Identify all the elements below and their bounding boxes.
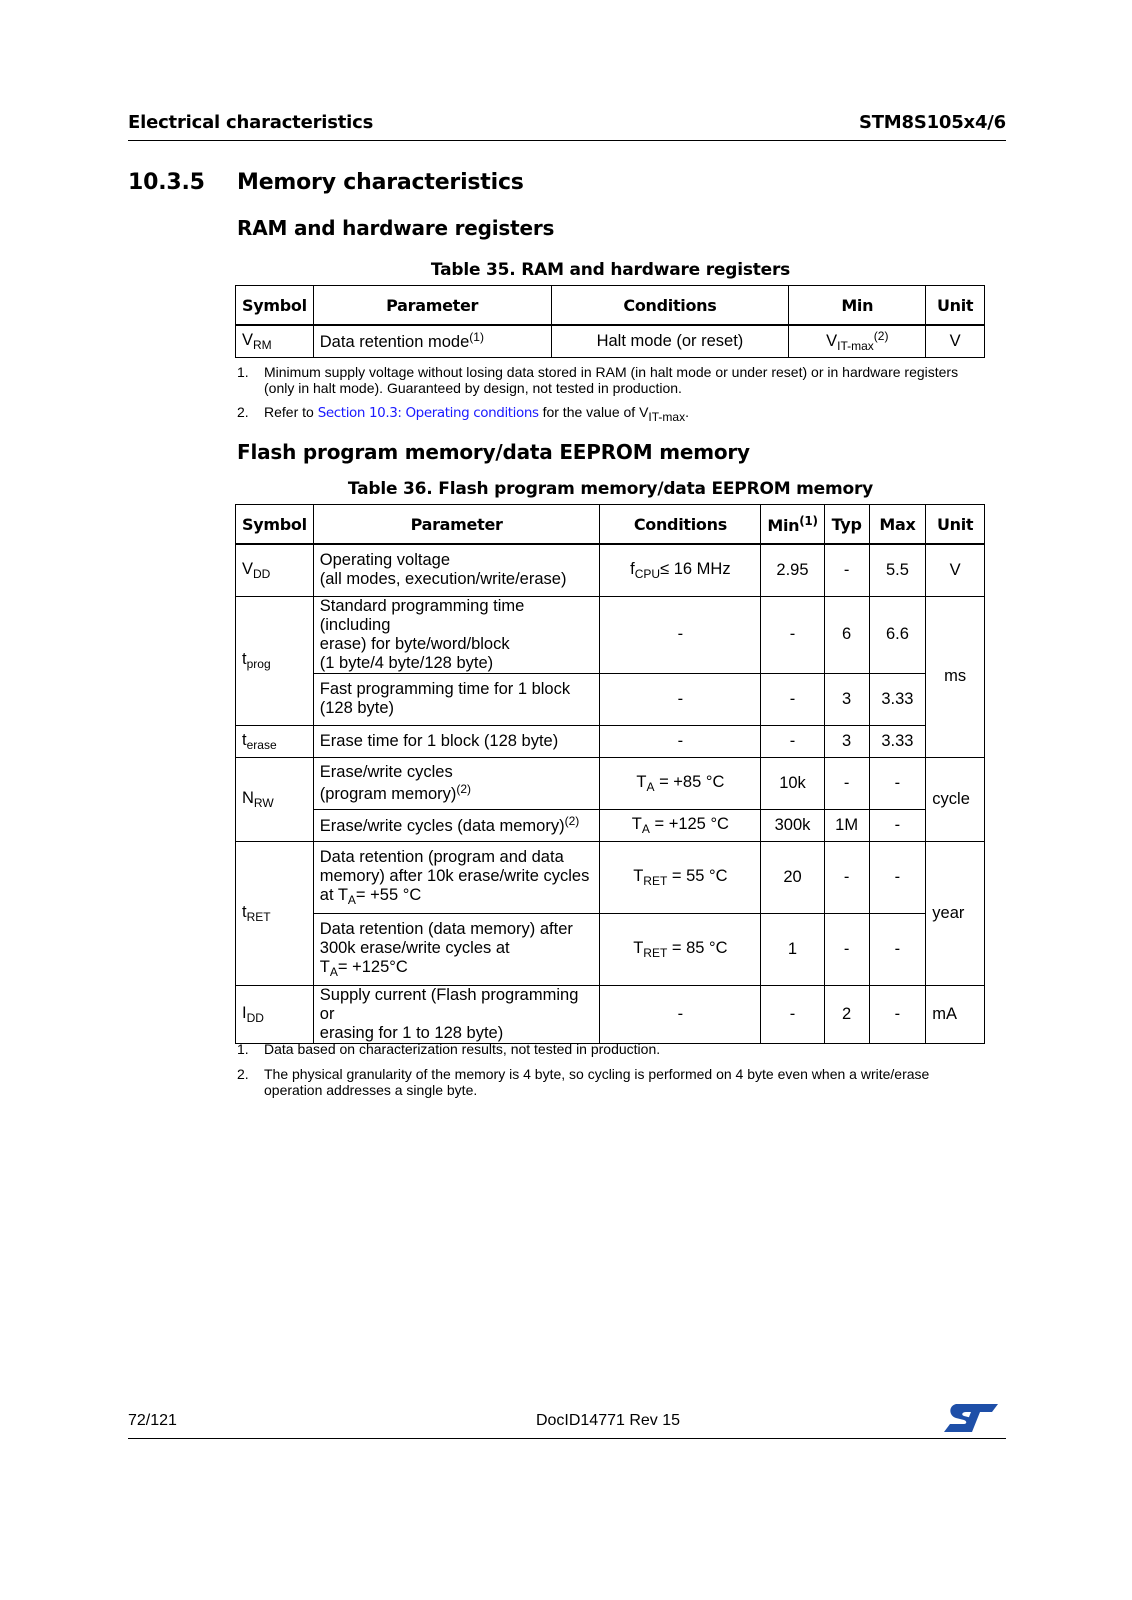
min-cell: 300k [761, 809, 824, 841]
min-cell: - [761, 596, 824, 673]
document-id: DocID14771 Rev 15 [535, 1412, 681, 1429]
unit-cell: mA [926, 985, 985, 1043]
conditions-cell: $T_A = +85$ °C [600, 757, 761, 809]
parameter-cell: Data retention (data memory) after 300k erase/write cycles at $T_A= +125^\circ C$ [313, 913, 600, 985]
symbol-cell: $t_{prog}$ [236, 596, 314, 725]
min-cell: - [761, 725, 824, 757]
table-row [236, 596, 985, 673]
symbol-cell: $V_{DD}$ [236, 544, 314, 596]
min-cell: 10k [761, 757, 824, 809]
parameter-cell: Supply current (Flash programming or erasing for 1 to 128 byte) [313, 985, 600, 1043]
table-header-row [236, 505, 985, 545]
col-unit: Unit [926, 505, 985, 545]
col-parameter: Parameter [313, 286, 551, 326]
symbol-cell: $t_{RET}$ [236, 841, 314, 985]
parameter-cell: Data retention mode$^{(1)}$ [313, 325, 551, 357]
max-cell: 3.33 [869, 725, 926, 757]
conditions-cell: - [600, 985, 761, 1043]
parameter-cell: Erase/write cycles (data memory)$^{(2)}$ [313, 809, 600, 841]
table-35-caption: Table 35. RAM and hardware registers [430, 260, 791, 280]
parameter-cell: Standard programming time (including erase) for byte/word/block (1 byte/4 byte/128 byte) [313, 596, 600, 673]
max-cell: - [869, 757, 926, 809]
symbol-cell: $N_{RW}$ [236, 757, 314, 841]
conditions-cell: $T_A = +125$ °C [600, 809, 761, 841]
min-cell: $V_{IT-max}^{(2)}$ [789, 325, 926, 357]
min-cell: 2.95 [761, 544, 824, 596]
symbol-cell: $I_{DD}$ [236, 985, 314, 1043]
typ-cell: 1M [824, 809, 869, 841]
max-cell: 5.5 [869, 544, 926, 596]
unit-cell: year [926, 841, 985, 985]
section-number: 10.3.5 [128, 170, 205, 195]
max-cell: 3.33 [869, 673, 926, 725]
table-row [236, 325, 985, 357]
min-cell: 1 [761, 913, 824, 985]
conditions-cell: $T_{RET} = 55$ °C [600, 841, 761, 913]
typ-cell: 6 [824, 596, 869, 673]
col-symbol: Symbol [236, 505, 314, 545]
table-header-row [236, 286, 985, 326]
section-title: Memory characteristics [237, 170, 524, 195]
ram-heading: RAM and hardware registers [237, 216, 555, 240]
typ-cell: 2 [824, 985, 869, 1043]
max-cell: - [869, 809, 926, 841]
unit-cell: V [926, 544, 985, 596]
col-max: Max [869, 505, 926, 545]
header-section-title: Electrical characteristics [128, 112, 374, 133]
parameter-cell: Erase/write cycles (program memory)$^{(2)}$ [313, 757, 600, 809]
table-row [236, 725, 985, 757]
table-row [236, 841, 985, 913]
unit-cell: V [926, 325, 985, 357]
table-row [236, 913, 985, 985]
table-row [236, 544, 985, 596]
table-row [236, 809, 985, 841]
section-link[interactable]: Section 10.3: Operating conditions [317, 405, 539, 421]
conditions-cell: $f_{CPU}\le 16$ MHz [600, 544, 761, 596]
parameter-cell: Data retention (program and data memory) after 10k erase/write cycles at $T_A= +55$ °C [313, 841, 600, 913]
col-min: Min$^{(1)}$ [761, 505, 824, 545]
col-unit: Unit [926, 286, 985, 326]
conditions-cell: - [600, 673, 761, 725]
page-footer [128, 1402, 1006, 1439]
col-conditions: Conditions [600, 505, 761, 545]
typ-cell: 3 [824, 673, 869, 725]
max-cell: - [869, 913, 926, 985]
max-cell: 6.6 [869, 596, 926, 673]
min-cell: 20 [761, 841, 824, 913]
symbol-cell: $t_{erase}$ [236, 725, 314, 757]
conditions-cell: - [600, 725, 761, 757]
table-36-caption: Table 36. Flash program memory/data EEPROM memory [347, 479, 874, 499]
typ-cell: 3 [824, 725, 869, 757]
parameter-cell: Operating voltage (all modes, execution/write/erase) [313, 544, 600, 596]
typ-cell: - [824, 841, 869, 913]
col-parameter: Parameter [313, 505, 600, 545]
conditions-cell: - [600, 596, 761, 673]
header-product-name: STM8S105x4/6 [858, 112, 1006, 133]
table-row [236, 673, 985, 725]
table-row [236, 757, 985, 809]
conditions-cell: Halt mode (or reset) [551, 325, 789, 357]
page-header [128, 108, 1006, 141]
typ-cell: - [824, 544, 869, 596]
col-symbol: Symbol [236, 286, 314, 326]
parameter-cell: Erase time for 1 block (128 byte) [313, 725, 600, 757]
table-36 [235, 504, 985, 1044]
typ-cell: - [824, 913, 869, 985]
min-cell: - [761, 985, 824, 1043]
symbol-cell: $V_{RM}$ [236, 325, 314, 357]
parameter-cell: Fast programming time for 1 block (128 byte) [313, 673, 600, 725]
col-conditions: Conditions [551, 286, 789, 326]
typ-cell: - [824, 757, 869, 809]
min-cell: - [761, 673, 824, 725]
table-35 [235, 285, 985, 358]
conditions-cell: $T_{RET} = 85$ °C [600, 913, 761, 985]
page-number: 72/121 [128, 1412, 177, 1429]
flash-heading: Flash program memory/data EEPROM memory [237, 440, 750, 464]
table-row [236, 985, 985, 1043]
unit-cell: ms [926, 596, 985, 757]
unit-cell: cycle [926, 757, 985, 841]
max-cell: - [869, 841, 926, 913]
st-logo-icon [942, 1402, 998, 1434]
col-min: Min [789, 286, 926, 326]
max-cell: - [869, 985, 926, 1043]
col-typ: Typ [824, 505, 869, 545]
